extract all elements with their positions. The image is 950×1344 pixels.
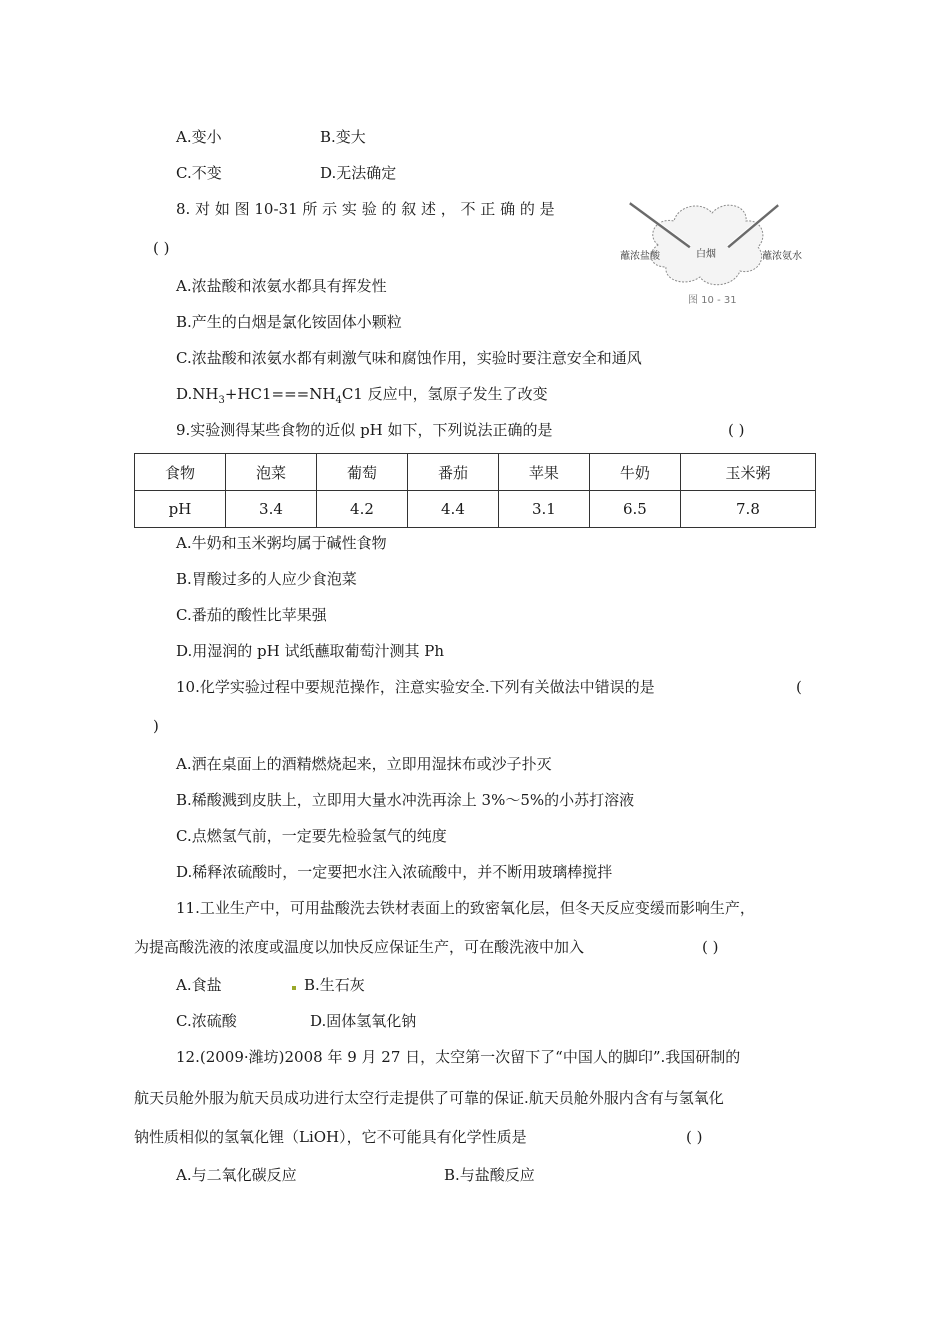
q8-option-a: A.浓盐酸和浓氨水都具有挥发性 — [176, 277, 387, 295]
table-cell: 牛奶 — [589, 454, 680, 491]
q7-option-d: D.无法确定 — [320, 164, 397, 182]
q10-option-c: C.点燃氢气前，一定要先检验氢气的纯度 — [176, 827, 447, 845]
table-row — [135, 491, 816, 528]
table-cell: 苹果 — [498, 454, 589, 491]
white-smoke-cloud — [651, 205, 763, 285]
q11-answer-paren: ( ) — [702, 938, 719, 956]
q9-option-b: B.胃酸过多的人应少食泡菜 — [176, 570, 357, 588]
table-cell: 泡菜 — [225, 454, 316, 491]
ph-table — [134, 453, 816, 528]
q8-stem: 8. 对 如 图 10-31 所 示 实 验 的 叙 述 ， 不 正 确 的 是 — [176, 200, 555, 218]
q7-option-c: C.不变 — [176, 164, 222, 182]
q9-answer-paren: ( ) — [728, 421, 745, 439]
table-cell: 葡萄 — [316, 454, 407, 491]
q12-option-b: B.与盐酸反应 — [444, 1166, 535, 1184]
q10-paren-open: ( — [796, 678, 802, 696]
table-header-row — [135, 454, 816, 491]
q10-stem: 10.化学实验过程中要规范操作，注意实验安全.下列有关做法中错误的是 — [176, 678, 655, 696]
q11-option-c: C.浓硫酸 — [176, 1012, 237, 1030]
q12-line-1: 12.(2009·潍坊)2008 年 9 月 27 日，太空第一次留下了“中国人的脚印”.我国研制的 — [176, 1048, 741, 1066]
table-cell: 玉米粥 — [680, 454, 815, 491]
q10-option-b: B.稀酸溅到皮肤上，立即用大量水冲洗再涂上 3%～5%的小苏打溶液 — [176, 791, 635, 809]
q11-option-a: A.食盐 — [176, 976, 222, 994]
q9-option-a: A.牛奶和玉米粥均属于碱性食物 — [176, 534, 387, 552]
table-cell: pH — [135, 491, 226, 528]
stray-dot — [292, 986, 296, 990]
q12-answer-paren: ( ) — [686, 1128, 703, 1146]
figure-center-label: 白烟 — [696, 249, 716, 260]
q10-paren-close: ) — [153, 717, 159, 735]
table-cell: 番茄 — [407, 454, 498, 491]
figure-left-label: 蘸浓盐酸 — [620, 251, 660, 262]
table-cell: 3.1 — [498, 491, 589, 528]
figure-10-31 — [616, 195, 816, 307]
table-cell: 6.5 — [589, 491, 680, 528]
q12-option-a: A.与二氧化碳反应 — [176, 1166, 297, 1184]
q10-option-a: A.洒在桌面上的酒精燃烧起来，立即用湿抹布或沙子扑灭 — [176, 755, 552, 773]
q11-option-d: D.固体氢氧化钠 — [310, 1012, 417, 1030]
table-cell: 3.4 — [225, 491, 316, 528]
q7-option-b: B.变大 — [320, 128, 366, 146]
q11-line-2: 为提高酸洗液的浓度或温度以加快反应保证生产，可在酸洗液中加入 — [134, 938, 585, 956]
q11-line-1: 11.工业生产中，可用盐酸洗去铁材表面上的致密氧化层，但冬天反应变缓而影响生产， — [176, 899, 755, 917]
figure-right-label: 蘸浓氨水 — [762, 251, 802, 262]
q12-line-3: 钠性质相似的氢氧化锂（LiOH），它不可能具有化学性质是 — [134, 1128, 527, 1146]
table-cell: 7.8 — [680, 491, 815, 528]
table-cell: 4.2 — [316, 491, 407, 528]
q11-option-b: B.生石灰 — [304, 976, 365, 994]
figure-caption: 图 10 - 31 — [688, 295, 737, 306]
q8-option-d: $D.NH_3+HC1===NH_4C1$ 反应中，氢原子发生了改变 — [176, 385, 548, 406]
q8-option-c: C.浓盐酸和浓氨水都有刺激气味和腐蚀作用，实验时要注意安全和通风 — [176, 349, 642, 367]
q9-stem: 9.实验测得某些食物的近似 pH 如下，下列说法正确的是 — [176, 421, 553, 439]
q9-option-d: D.用湿润的 pH 试纸蘸取葡萄汁测其 Ph — [176, 642, 445, 660]
q10-option-d: D.稀释浓硫酸时，一定要把水注入浓硫酸中，并不断用玻璃棒搅拌 — [176, 863, 613, 881]
table-cell: 4.4 — [407, 491, 498, 528]
q12-line-2: 航天员舱外服为航天员成功进行太空行走提供了可靠的保证.航天员舱外服内含有与氢氧化 — [134, 1089, 724, 1107]
table-cell: 食物 — [135, 454, 226, 491]
q8-answer-paren: ( ) — [153, 239, 170, 257]
q7-option-a: A.变小 — [176, 128, 222, 146]
q9-option-c: C.番茄的酸性比苹果强 — [176, 606, 327, 624]
q8-option-b: B.产生的白烟是氯化铵固体小颗粒 — [176, 313, 402, 331]
